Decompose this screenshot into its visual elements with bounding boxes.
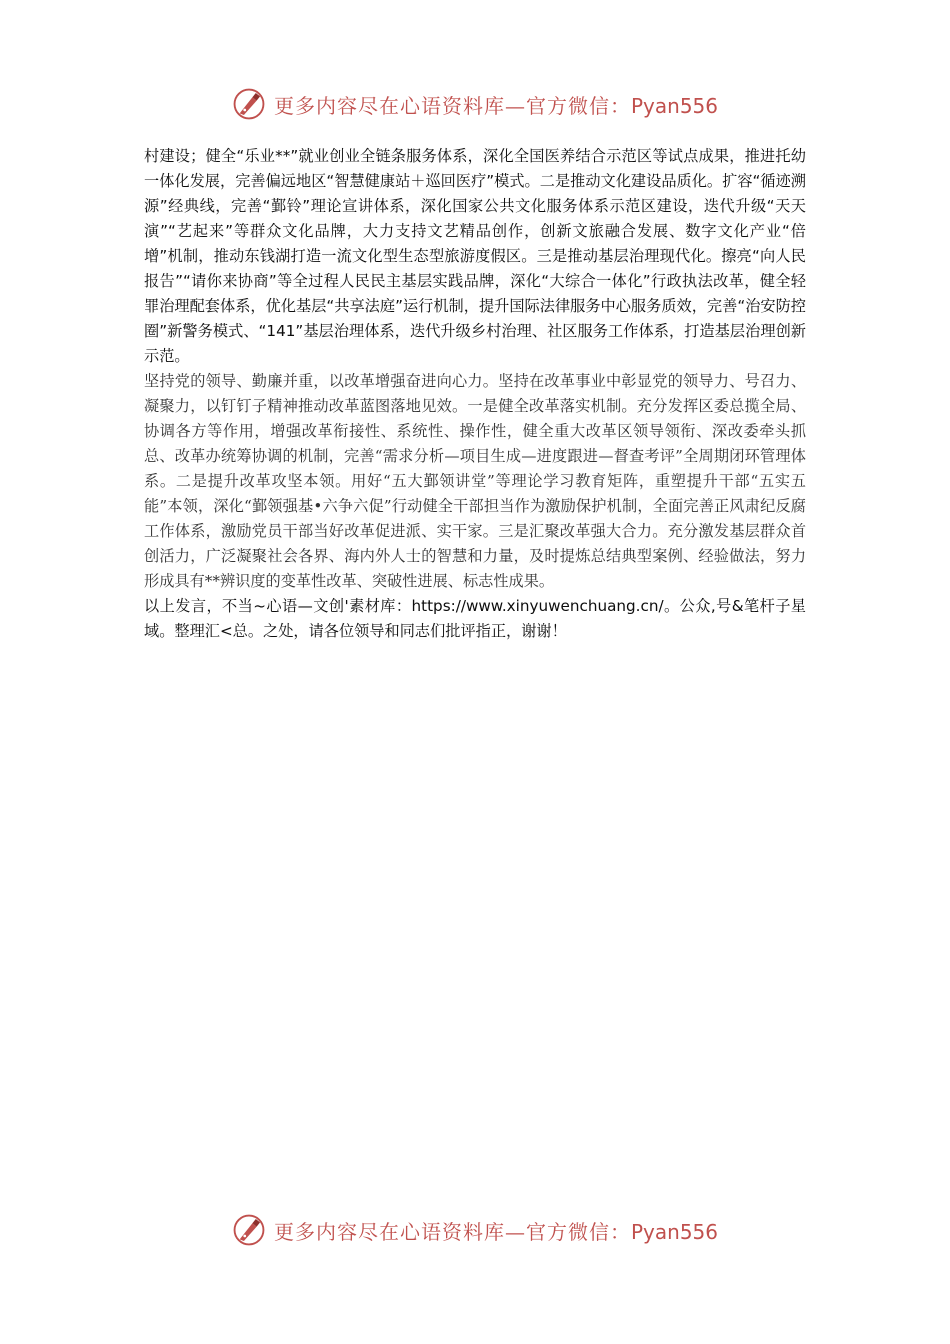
watermark-text: 更多内容尽在心语资料库—官方微信：Pyan556 [273, 93, 718, 118]
paragraph-2: 坚持党的领导、勤廉并重，以改革增强奋进向心力。坚持在改革事业中彰显党的领导力、号召力、凝聚力，以钉钉子精神推动改革蓝图落地见效。一是健全改革落实机制。充分发挥区委总揽全局、协调各方等作用，增强改革衔接性、系统性、操作性，健全重大改革区领导领衔、深改委牵头抓总、改革办统筹协调的机制，完善“需求分析—项目生成—进度跟进—督查考评”全周期闭环管理体系。二是提升改革攻坚本领。用好“五大鄞领讲堂”等理论学习教育矩阵，重塑提升干部“五实五能”本领，深化“鄞领强基•六争六促”行动健全干部担当作为激励保护机制，全面完善正风肃纪反腐工作体系，激励党员干部当好改革促进派、实干家。三是汇聚改革强大合力。充分激发基层群众首创活力，广泛凝聚社会各界、海内外人士的智慧和力量，及时提炼总结典型案例、经验做法，努力形成具有**辨识度的变革性改革、突破性进展、标志性成果。 [144, 372, 806, 590]
header-watermark [0, 84, 950, 124]
watermark-handle: Pyan556 [630, 93, 718, 118]
paragraph-1: 村建设；健全“乐业**”就业创业全链条服务体系，深化全国医养结合示范区等试点成果，推进托幼一体化发展，完善偏远地区“智慧健康站＋巡回医疗”模式。二是推动文化建设品质化。扩容“循迹溯源”经典线，完善“鄞铃”理论宣讲体系，深化国家公共文化服务体系示范区建设，迭代升级“天天演”“艺起来”等群众文化品牌，大力支持文艺精品创作，创新文旅融合发展、数字文化产业“倍增”机制，推动东钱湖打造一流文化型生态型旅游度假区。三是推动基层治理现代化。擦亮“向人民报告”“请你来协商”等全过程人民民主基层实践品牌，深化“大综合一体化”行政执法改革，健全轻罪治理配套体系，优化基层“共享法庭”运行机制，提升国际法律服务中心服务质效，完善“治安防控圈”新警务模式、“141”基层治理体系，迭代升级乡村治理、社区服务工作体系，打造基层治理创新示范。 [144, 147, 806, 365]
watermark-handle: Pyan556 [630, 1219, 718, 1244]
pen-nib-logo-icon [232, 87, 266, 121]
watermark-text: 更多内容尽在心语资料库—官方微信：Pyan556 [273, 1219, 718, 1244]
document-body [144, 144, 806, 644]
footer-watermark [0, 1210, 950, 1250]
pen-nib-logo-icon [232, 1213, 266, 1247]
paragraph-3: 以上发言，不当~心语—文创'素材库：https://www.xinyuwenchuang.cn/。公众,号&笔杆子星域。整理汇<总。之处，请各位领导和同志们批评指正，谢谢！ [144, 597, 806, 640]
